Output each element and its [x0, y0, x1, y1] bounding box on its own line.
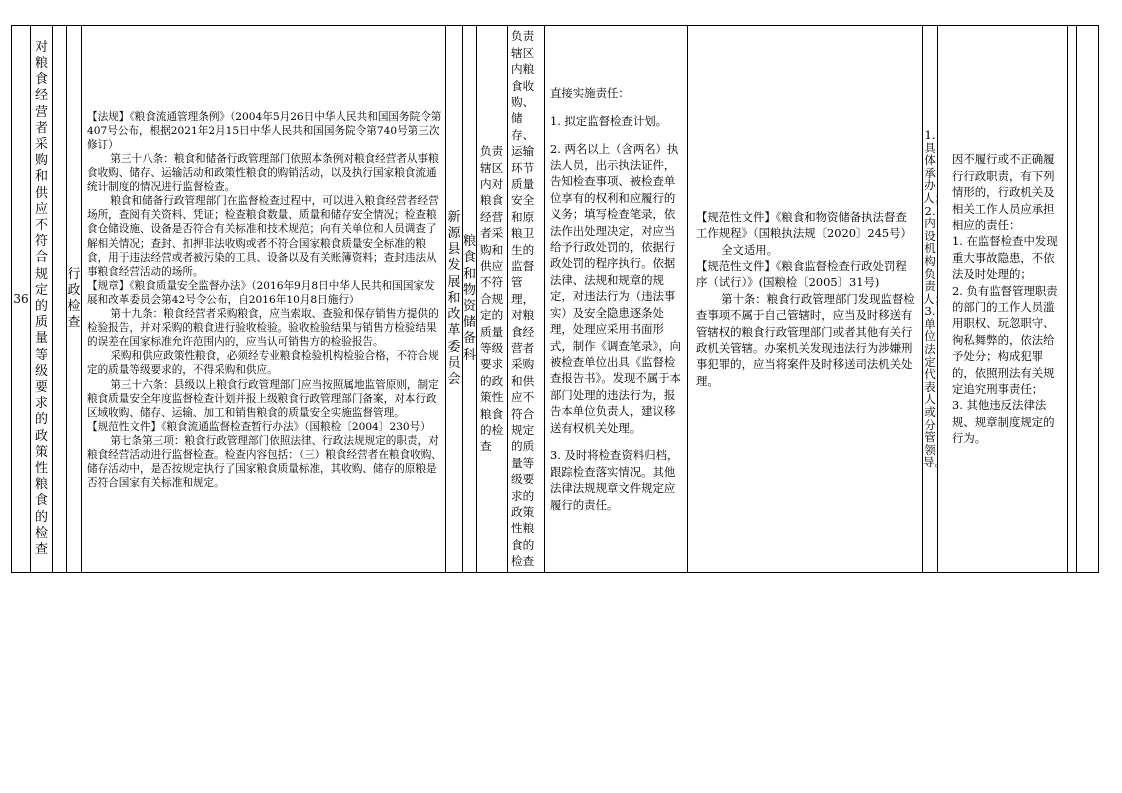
responsibility-paragraph: 3. 及时将检查资料归档，跟踪检查落实情况。其他法律法规规章文件规定应履行的责任。 [550, 448, 679, 512]
responsibility-basis-paragraph: 【规范性文件】《粮食监督检查行政处罚程序（试行）》(国粮检〔2005〕31号) [696, 258, 907, 290]
accountability-paragraph: 3. 其他违反法律法规、规章制度规定的行为。 [952, 398, 1055, 446]
responsibility-basis-paragraph: 全文适用。 [721, 242, 779, 257]
power-list-table [11, 25, 1099, 573]
item-name: 对粮食经营者采购和供应不符合规定的质量等级要求的政策性粮食的检查 [31, 26, 53, 573]
implementing-agency: 新源县发展和改革委员会 [446, 26, 463, 573]
responsible-persons: 1.具体承办人；2.内设机构负责人；3.单位法定代表人或分管领导。 [923, 26, 938, 573]
legal-basis-paragraph: 采购和供应政策性粮食，必须经专业粮食检验机构检验合格，不符合规定的质量等级要求的，不得采购和供应。 [87, 350, 439, 377]
check-content: 负责辖区内对粮食经营者采购和供应不符合规定的质量等级要求的政策性粮食的检查 [477, 26, 508, 573]
legal-basis-paragraph: 粮食和储备行政管理部门在监督检查过程中，可以进入粮食经营者经营场所，查阅有关资料、凭证；检查粮食数量、质量和储存安全情况；检查粮食仓储设施、设备是否符合有关标准和技术规范；向有关单位和人员调查了解相关情况；查封、扣押非法收购或者不符合国家粮食质量安全标准的粮食，用于违法经营或者被污染的工具、设备以及有关账簿资料；查封违法从事粮食经营活动的场所。 [87, 195, 439, 278]
responsibility-basis [688, 26, 923, 573]
responsibility-list [550, 85, 684, 513]
responsible-department: 粮食和物资储备科 [463, 26, 477, 573]
remarks [1068, 26, 1077, 573]
legal-basis-paragraph: 第七条第三项：粮食行政管理部门依照法律、行政法规规定的职责，对粮食经营活动进行监督检查。检查内容包括：（三）粮食经营者在粮食收购、储存活动中，是否按规定执行了国家粮食质量标准，其收购、储存的原粮是否符合国家有关标准和规定。 [87, 434, 442, 490]
extra-column [1077, 26, 1099, 573]
responsibility-paragraph: 直接实施责任： [550, 86, 630, 101]
check-content-detail: 负责辖区内粮食收购、储存、运输环节质量安全和原粮卫生的监督管理，对粮食经营者采购和供应不符合规定的质量等级要求的政策性粮食的检查 [508, 26, 545, 573]
legal-basis-paragraph: 第十九条：粮食经营者采购粮食，应当索取、查验和保存销售方提供的检验报告，并对采购的粮食进行验收检验。验收检验结果与销售方检验结果的误差在国家标准允许范围内的，应当认可销售方的检验报告。 [87, 308, 439, 349]
legal-basis-paragraph: 【规章】《粮食质量安全监督办法》（2016年9月8日中华人民共和国国家发展和改革委员会第42号令公布，自2016年10月8日施行） [87, 279, 435, 306]
responsibility-basis-paragraph: 【规范性文件】《粮食和物资储备执法督查工作规程》（国粮执法规〔2020〕245号） [696, 209, 912, 241]
accountability [938, 26, 1068, 573]
legal-basis-paragraph: 第三十六条：县级以上粮食行政管理部门应当按照属地监管原则，制定粮食质量安全年度监督检查计划并报上级粮食行政管理部门备案，对本行政区域收购、储存、运输、加工和销售粮食的质量安全实施监督管理。 [87, 378, 439, 419]
legal-basis-paragraph: 【规范性文件】《粮食流通监督检查暂行办法》（国粮检〔2004〕230号） [87, 420, 431, 433]
legal-basis-paragraph: 【法规】《粮食流通管理条例》（2004年5月26日中华人民共和国国务院令第407号公布，根据2021年2月15日中华人民共和国国务院令第740号第三次修订） [87, 110, 442, 151]
table-row [12, 26, 1099, 573]
accountability-list [952, 151, 1063, 446]
legal-basis [82, 26, 446, 573]
responsibility-items [545, 26, 688, 573]
responsibility-basis-paragraph: 第十条：粮食行政管理部门发现监督检查事项不属于自己管辖时，应当及时移送有管辖权的粮食行政管理部门或者其他有关行政机关管辖。办案机关发现违法行为涉嫌刑事犯罪的，应当将案件及时移送司法机关处理。 [696, 291, 915, 388]
row-index: 36 [12, 26, 31, 573]
accountability-paragraph: 1. 在监督检查中发现重大事故隐患，不依法及时处理的； [952, 234, 1058, 282]
responsibility-paragraph: 2. 两名以上（含两名）执法人员，出示执法证件，告知检查事项、被检查单位享有的权利和应履行的义务；填写检查笔录，依法作出处理决定，对应当给予行政处罚的，依据行政处罚的程序执行。依据法律、法规和规章的规定，对违法行为（违法事实）及安全隐患逐条处理，处理应采用书面形式，制作《调查笔录》，向被检查单位出具《监督检查报告书》。发现不属于本部门处理的违法行为，报告本单位负责人，建议移送有权机关处理。 [550, 141, 681, 435]
sub-item-name [53, 26, 67, 573]
accountability-paragraph: 因不履行或不正确履行行政职责，有下列情形的，行政机关及相关工作人员应承担相应的责任： [952, 152, 1055, 232]
legal-basis-paragraph: 第三十八条：粮食和储备行政管理部门依照本条例对粮食经营者从事粮食收购、储存、运输活动和政策性粮食的购销活动，以及执行国家粮食流通统计制度的情况进行监督检查。 [87, 153, 439, 194]
accountability-paragraph: 2. 负有监督管理职责的部门的工作人员滥用职权、玩忽职守、徇私舞弊的，依法给予处分；构成犯罪的，依照刑法有关规定追究刑事责任； [952, 283, 1058, 397]
legal-basis-list [87, 110, 442, 491]
power-category: 行政检查 [67, 26, 82, 573]
responsibility-paragraph: 1. 拟定监督检查计划。 [550, 113, 668, 128]
responsibility-basis-list [696, 209, 918, 389]
